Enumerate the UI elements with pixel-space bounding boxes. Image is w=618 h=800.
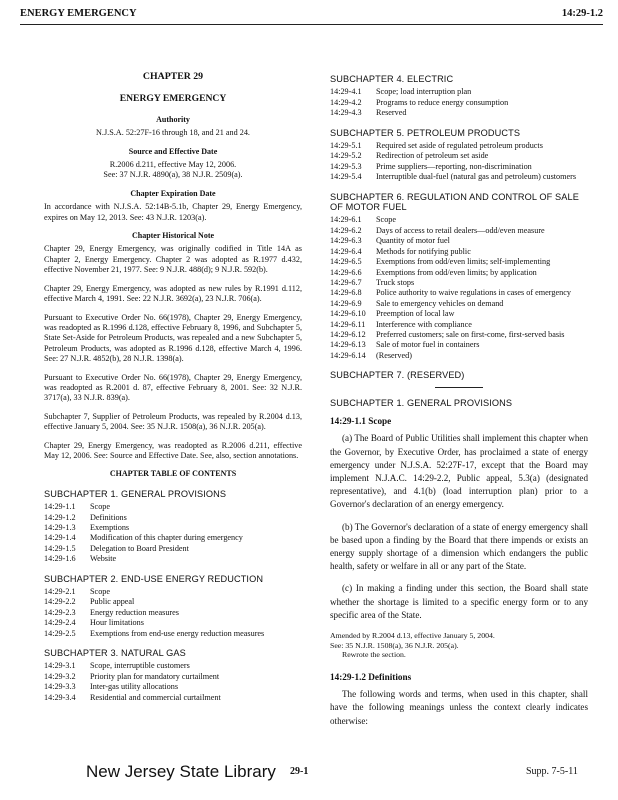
toc-entry[interactable] [44, 661, 302, 671]
toc-entry-number: 14:29-2.2 [44, 597, 76, 607]
history-paragraph: Pursuant to Executive Order No. 66(1978), Chapter 29, Energy Emergency, was readopted as R.1996 d.128, effective February 8, 1996, and Subchapter 5, State Set-Aside for Petroleum Products, was repealed and a new Subchapter 5, Petroleum Products, was adopted as R.1996 d.128, effective March 4, 1996. See: 27 N.J.R. 4852(b), 28 N.J.R. 1398(a). [44, 312, 302, 364]
toc-entry[interactable] [330, 330, 588, 340]
toc-entry-number: 14:29-6.5 [330, 257, 362, 267]
toc-entry-title: Prime suppliers—reporting, non-discrimination [376, 161, 532, 171]
definitions-intro: The following words and terms, when used in this chapter, shall have the following meanings unless the context clearly indicates otherwise: [330, 689, 588, 726]
toc-entry-number: 14:29-5.2 [330, 151, 362, 161]
toc-entry-number: 14:29-6.11 [330, 319, 366, 329]
toc-subchapter-title[interactable]: SUBCHAPTER 4. ELECTRIC [330, 74, 454, 84]
toc-entry[interactable] [44, 513, 302, 523]
toc-entry[interactable] [44, 618, 302, 628]
toc-entry-title: Hour limitations [90, 618, 144, 628]
toc-entry-title: Modification of this chapter during emergency [90, 533, 243, 543]
toc-entry-title: (Reserved) [376, 350, 412, 360]
toc-entry[interactable] [44, 544, 302, 554]
toc-entry[interactable] [330, 172, 588, 182]
header-title: ENERGY EMERGENCY [20, 8, 137, 19]
toc-entry-number: 14:29-1.4 [44, 533, 76, 543]
section-heading-scope: 14:29-1.1 Scope [330, 415, 392, 426]
library-name: New Jersey State Library [86, 762, 276, 781]
toc-entry[interactable] [44, 682, 302, 692]
toc-entry-title: Definitions [90, 512, 127, 522]
toc-entry-title: Exemptions from odd/even limits; by application [376, 267, 537, 277]
toc-entry-number: 14:29-2.4 [44, 618, 76, 628]
right-column [330, 72, 588, 737]
section-divider [435, 387, 483, 388]
history-paragraph: Chapter 29, Energy Emergency, was adopted as new rules by R.1991 d.112, effective March 4, 1991. See: 22 N.J.R. 3692(a), 23 N.J.R. 706(a). [44, 283, 302, 304]
toc-subchapter-title[interactable]: SUBCHAPTER 6. REGULATION AND CONTROL OF SALE OF MOTOR FUEL [330, 191, 579, 213]
toc-entry-title: Reserved [376, 108, 407, 118]
toc-entry-number: 14:29-1.3 [44, 523, 76, 532]
toc-entry-number: 14:29-1.1 [44, 502, 76, 512]
toc-entry-title: Priority plan for mandatory curtailment [90, 671, 220, 681]
toc-entry-title: Redirection of petroleum set aside [376, 151, 489, 161]
toc-entry-number: 14:29-5.1 [330, 141, 362, 151]
toc-entry-number: 14:29-1.2 [44, 512, 76, 522]
amendment-summary: Rewrote the section. [342, 650, 406, 660]
left-column [44, 72, 302, 703]
source-text-2: See: 37 N.J.R. 4890(a), 38 N.J.R. 2509(a). [103, 170, 243, 180]
toc-entry-title: Delegation to Board President [90, 543, 189, 553]
header-rule [20, 24, 603, 25]
page-footer [0, 762, 618, 786]
toc-entry-number: 14:29-4.3 [330, 108, 362, 118]
toc-entry-title: Interference with compliance [376, 319, 472, 329]
toc-entry-title: Days of access to retail dealers—odd/even measure [376, 225, 545, 235]
toc-entry-title: Exemptions from end-use energy reduction measures [90, 628, 265, 638]
scope-paragraph-a: (a) The Board of Public Utilities shall implement this chapter when the Governor, by Executive Order, has proclaimed a state of energy emergency under N.J.S.A. 52:27F-17, except that the Board may implement N.J.A.C. 14:29-2.2, Public appeal, 5.3(a) (designated representative), and 4.1(b) (load interruption plan) prior to a Governor's declaration of an energy emergency. [330, 433, 588, 510]
toc-heading: CHAPTER TABLE OF CONTENTS [109, 469, 237, 479]
toc-entry-title: Scope [90, 587, 111, 597]
toc-entry-title: Truck stops [376, 277, 415, 287]
authority-text: N.J.S.A. 52:27F-16 through 18, and 21 and 24. [96, 128, 250, 138]
toc-entry[interactable] [44, 693, 302, 703]
toc-entry-title: Quantity of motor fuel [376, 236, 450, 246]
toc-entry-title: Website [90, 554, 117, 564]
history-paragraph: Chapter 29, Energy Emergency, was readopted as R.2006 d.211, effective May 12, 2006. See: Source and Effective Date. See, also, section annotations. [44, 440, 302, 460]
toc-entry-title: Exemptions [90, 523, 130, 532]
toc-entry[interactable] [44, 672, 302, 682]
toc-entry-number: 14:29-6.12 [330, 329, 366, 339]
toc-entry-title: Required set aside of regulated petroleum products [376, 141, 543, 151]
toc-subchapter-title[interactable]: SUBCHAPTER 1. GENERAL PROVISIONS [44, 488, 227, 499]
toc-entry[interactable] [330, 215, 588, 225]
toc-entry-number: 14:29-6.4 [330, 246, 362, 256]
toc-entry[interactable] [44, 502, 302, 512]
subchapter-heading: SUBCHAPTER 1. GENERAL PROVISIONS [330, 397, 513, 408]
toc-entry-number: 14:29-6.9 [330, 298, 362, 308]
toc-entry-title: Programs to reduce energy consumption [376, 97, 509, 107]
toc-entry[interactable] [330, 162, 588, 172]
spacer [330, 119, 588, 126]
toc-entry-number: 14:29-3.1 [44, 661, 76, 671]
toc-entry-title: Interruptible dual-fuel (natural gas and petroleum) customers [376, 172, 577, 182]
toc-entry[interactable] [44, 587, 302, 597]
spacer [330, 183, 588, 190]
spacer [44, 565, 302, 572]
history-paragraph: Chapter 29, Energy Emergency, was originally codified in Title 14A as Chapter 2, Energy Emergency. Chapter 2 was adopted as R.1977 d.432, effective November 21, 1977. See: 9 N.J.R. 488(d); 9 N.J.R. 592(b). [44, 244, 302, 275]
toc-entry-title: Scope [90, 502, 111, 512]
section-heading-definitions: 14:29-1.2 Definitions [330, 671, 412, 682]
toc-entry[interactable] [330, 288, 588, 298]
toc-entry[interactable] [330, 247, 588, 257]
history-paragraph: Subchapter 7, Supplier of Petroleum Products, was repealed by R.2004 d.13, effective January 5, 2004. See: 35 N.J.R. 1508(a), 36 N.J.R. 205(a). [44, 411, 302, 432]
toc-entry-number: 14:29-5.4 [330, 172, 362, 182]
toc-entry-title: Scope [376, 215, 397, 225]
history-paragraph: Pursuant to Executive Order No. 66(1978), Chapter 29, Energy Emergency, was readopted as R.2001 d. 87, effective February 8, 2001. See: 32 N.J.R. 3717(a), 33 N.J.R. 839(a). [44, 372, 302, 403]
header-section-number: 14:29-1.2 [561, 8, 603, 19]
toc-entry-number: 14:29-1.6 [44, 554, 76, 564]
toc-subchapter-title[interactable]: SUBCHAPTER 2. END-USE ENERGY REDUCTION [44, 573, 264, 584]
toc-entry-title: Sale of motor fuel in containers [376, 340, 480, 350]
spacer [44, 639, 302, 646]
toc-entry-number: 14:29-4.1 [330, 87, 362, 97]
toc-entry[interactable] [330, 236, 588, 246]
running-header [20, 8, 603, 22]
toc-entry-title: Sale to emergency vehicles on demand [376, 298, 504, 308]
chapter-number: CHAPTER 29 [142, 71, 204, 82]
toc-subchapter-title[interactable]: SUBCHAPTER 7. (RESERVED) [330, 370, 465, 381]
toc-entry-number: 14:29-6.14 [330, 350, 366, 360]
toc-subchapter-title[interactable]: SUBCHAPTER 3. NATURAL GAS [44, 648, 186, 659]
toc-entry-number: 14:29-6.10 [330, 309, 366, 319]
toc-entry[interactable] [330, 299, 588, 309]
toc-entry-title: Energy reduction measures [90, 607, 179, 617]
toc-entry-title: Inter-gas utility allocations [90, 682, 179, 692]
authority-heading: Authority [156, 114, 190, 124]
spacer [330, 361, 588, 368]
toc-entry-title: Scope; load interruption plan [376, 87, 472, 97]
source-text-1: R.2006 d.211, effective May 12, 2006. [109, 160, 237, 170]
toc-entry[interactable] [330, 278, 588, 288]
toc-entry-title: Preferred customers; sale on first-come, first-served basis [376, 329, 565, 339]
supplement-date: Supp. 7-5-11 [526, 766, 578, 777]
toc-entry-number: 14:29-6.8 [330, 288, 362, 298]
chapter-title: ENERGY EMERGENCY [119, 93, 227, 105]
toc-entry-number: 14:29-6.7 [330, 277, 362, 287]
amendment-note: Amended by R.2004 d.13, effective January 5, 2004. [330, 631, 495, 641]
toc-entry-title: Residential and commercial curtailment [90, 692, 221, 702]
toc-entry-title: Methods for notifying public [376, 246, 471, 256]
toc-entry-title: Public appeal [90, 597, 135, 607]
toc-entry[interactable] [44, 597, 302, 607]
toc-entry-title: Exemptions from odd/even limits; self-implementing [376, 257, 551, 267]
toc-entry[interactable] [330, 268, 588, 278]
toc-entry-title: Preemption of local law [376, 309, 455, 319]
toc-entry[interactable] [330, 98, 588, 108]
toc-entry-title: Police authority to waive regulations in cases of emergency [376, 288, 571, 298]
toc-entry-number: 14:29-6.6 [330, 267, 362, 277]
toc-entry[interactable] [44, 554, 302, 564]
toc-entry-number: 14:29-4.2 [330, 97, 362, 107]
toc-entry-number: 14:29-2.1 [44, 587, 76, 597]
toc-entry-number: 14:29-6.3 [330, 236, 362, 246]
expiration-text: In accordance with N.J.S.A. 52:14B-5.1b, Chapter 29, Energy Emergency, expires on May 12, 2013. See: 43 N.J.R. 1203(a). [44, 202, 302, 222]
toc-subchapter-title[interactable]: SUBCHAPTER 5. PETROLEUM PRODUCTS [330, 127, 521, 138]
page-number: 29-1 [290, 766, 309, 777]
toc-entry-number: 14:29-6.1 [330, 215, 362, 225]
scope-paragraph-c: (c) In making a finding under this section, the Board shall state whether the shortage is limited to a specific energy form or to any specific area of the State. [330, 583, 588, 620]
toc-entry[interactable] [330, 151, 588, 161]
toc-entry-number: 14:29-3.4 [44, 692, 76, 702]
toc-entry-number: 14:29-6.2 [330, 225, 362, 235]
toc-entry[interactable] [44, 629, 302, 639]
toc-entry[interactable] [44, 608, 302, 618]
toc-entry-number: 14:29-3.2 [44, 671, 76, 681]
toc-entry[interactable] [330, 226, 588, 236]
toc-entry-number: 14:29-2.5 [44, 628, 76, 638]
toc-entry[interactable] [44, 533, 302, 543]
toc-entry-title: Scope, interruptible customers [90, 661, 190, 671]
toc-entry[interactable] [330, 340, 588, 350]
toc-entry[interactable] [330, 320, 588, 330]
toc-entry[interactable] [330, 87, 588, 97]
toc-entry-number: 14:29-5.3 [330, 161, 362, 171]
source-heading: Source and Effective Date [128, 146, 218, 156]
toc-entry[interactable] [330, 108, 588, 118]
toc-entry[interactable] [330, 257, 588, 267]
expiration-heading: Chapter Expiration Date [130, 188, 216, 198]
amendment-citation: See: 35 N.J.R. 1508(a), 36 N.J.R. 205(a). [330, 640, 459, 650]
toc-entry[interactable] [330, 351, 588, 361]
toc-entry-number: 14:29-2.3 [44, 607, 76, 617]
toc-entry-number: 14:29-6.13 [330, 340, 366, 350]
toc-entry-number: 14:29-1.5 [44, 543, 76, 553]
toc-entry[interactable] [330, 141, 588, 151]
toc-entry[interactable] [44, 523, 302, 533]
scope-paragraph-b: (b) The Governor's declaration of a state of energy emergency shall be based upon a finding by the Board that there impends or exists an energy supply shortage of a dimension which endangers the public health, safety or welfare in all or any part of the State. [330, 521, 588, 572]
toc-entry-number: 14:29-3.3 [44, 682, 76, 692]
history-heading: Chapter Historical Note [131, 231, 215, 241]
toc-entry[interactable] [330, 309, 588, 319]
